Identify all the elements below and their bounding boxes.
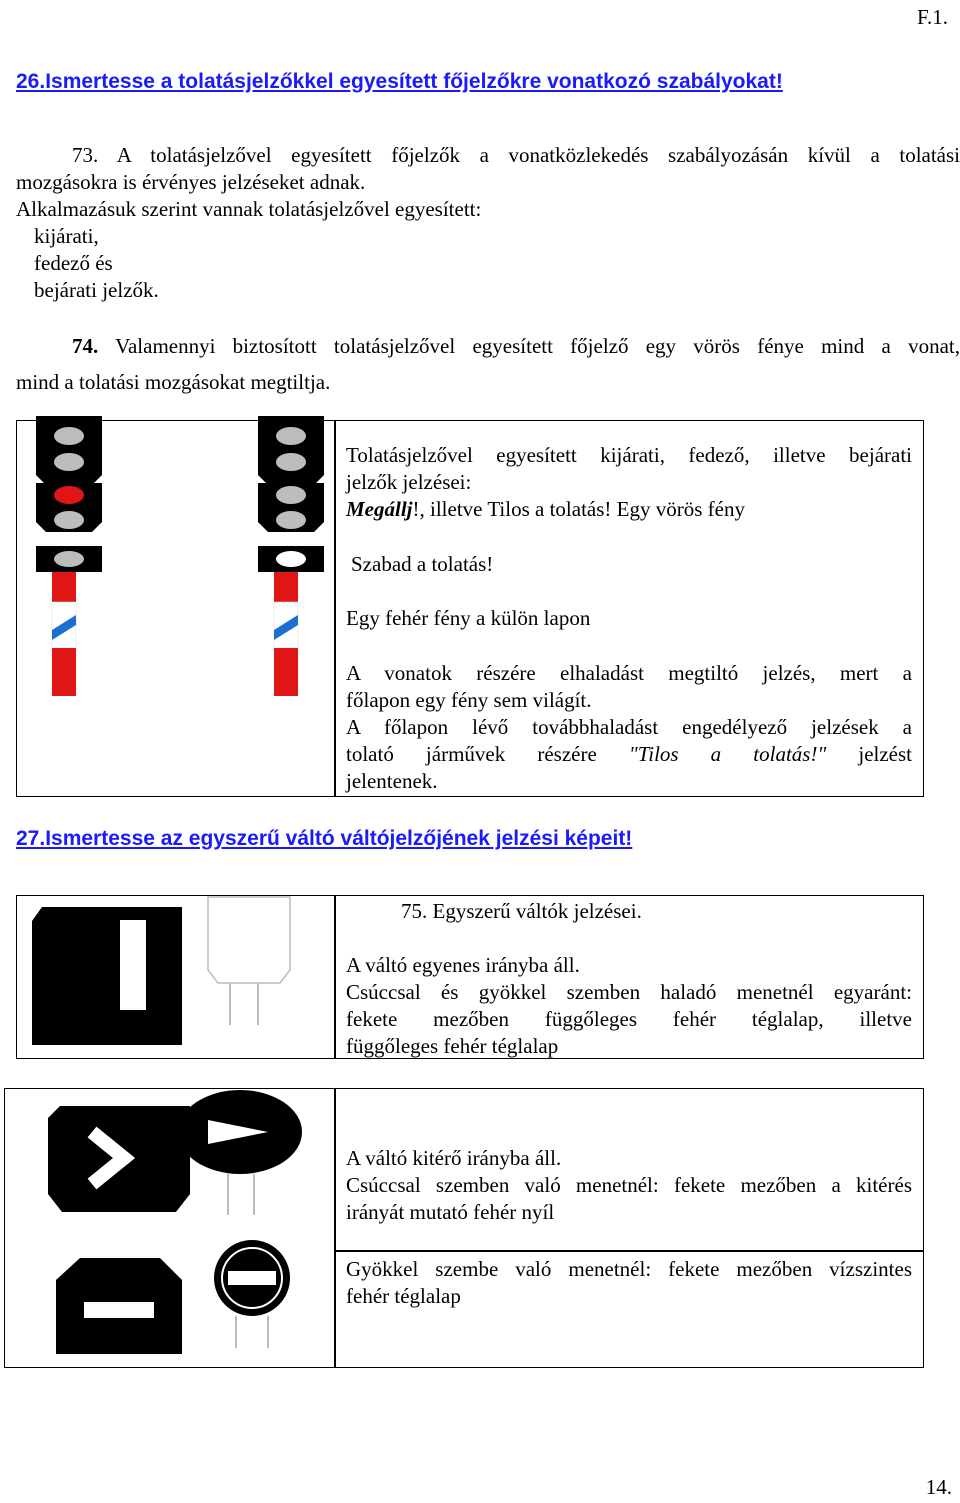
list-item: kijárati, [34, 224, 99, 248]
switch-root-description [346, 1256, 912, 1310]
switch-root-line2: fehér téglalap [346, 1284, 461, 1308]
signal-desc-line9: tolató járművek részére "Tilos a tolatás!" jelzést [346, 742, 913, 766]
black-plate-arrow [48, 1106, 190, 1212]
paragraph-73-line2: mozgásokra is érvényes jelzéseket adnak. [16, 170, 366, 194]
list-item: bejárati jelzők. [34, 278, 159, 302]
signal-desc-line6: A vonatok részére elhaladást megtiltó jelzés, mert a [346, 661, 912, 685]
switch-title: 75. Egyszerű váltók jelzései. [401, 899, 642, 923]
signal-mast [52, 572, 76, 696]
switch-straight-line3: fekete mezőben függőleges fehér téglalap, illetve [346, 1007, 912, 1031]
signal-desc-line4: Szabad a tolatás! [351, 552, 494, 576]
signal-mast [274, 572, 298, 696]
mount-type-list [16, 223, 960, 304]
stop-term: Megállj [346, 497, 413, 521]
table-divider [334, 1088, 336, 1368]
switch-diverging-images [40, 1090, 330, 1360]
signal-shunting-allowed-image [252, 412, 332, 702]
signal-desc-line3: Megállj!, illetve Tilos a tolatás! Egy vörös fény [346, 497, 745, 521]
black-plate-horizontal-bar [56, 1258, 182, 1354]
signal-desc-line7: főlapon egy fény sem világít. [346, 688, 592, 712]
switch-diverging-line1: A váltó kitérő irányba áll. [346, 1146, 562, 1170]
signal-desc-line8: A főlapon lévő továbbhaladást engedélyező jelzések a [346, 715, 912, 739]
switch-straight-line2: Csúccsal és gyökkel szemben haladó menetnél egyaránt: [346, 980, 912, 1004]
switch-diverging-line3: irányát mutató fehér nyíl [346, 1200, 555, 1224]
signal-head-upper [258, 416, 324, 485]
switch-straight-images [28, 895, 328, 1055]
switch-diverging-description [346, 1145, 912, 1226]
shunting-plate [36, 546, 102, 572]
signal-head-lower [258, 483, 324, 532]
signal-desc-line10: jelentenek. [346, 769, 438, 793]
switch-straight-line4: függőleges fehér téglalap [346, 1034, 559, 1058]
paragraph-74-line1: Valamennyi biztosított tolatásjelzővel egyesített főjelző egy vörös fénye mind a vonat, [115, 334, 960, 358]
section-27-heading[interactable]: 27.Ismertesse az egyszerű váltó váltójelzőjének jelzési képeit! [16, 827, 633, 850]
signal-desc-line1: Tolatásjelzővel egyesített kijárati, fedező, illetve bejárati [346, 443, 912, 467]
list-item: fedező és [34, 251, 113, 275]
switch-straight-description [346, 898, 912, 1060]
paragraph-74 [16, 333, 960, 396]
no-entry-round-plate [214, 1240, 290, 1348]
paragraph-73-number: 73. [72, 143, 99, 167]
signal-desc-line2: jelzők jelzései: [346, 470, 472, 494]
black-plate-vertical-bar [32, 907, 182, 1045]
oval-plate-arrow [178, 1090, 302, 1215]
table-divider [334, 895, 336, 1059]
shunting-plate [258, 546, 324, 572]
paragraph-73 [16, 142, 960, 304]
white-plate-vertical-bar [208, 897, 290, 1025]
switch-diverging-line2: Csúccsal szemben való menetnél: fekete mezőben a kitérés [346, 1173, 912, 1197]
switch-straight-line1: A váltó egyenes irányba áll. [346, 953, 580, 977]
table-divider [334, 420, 336, 797]
signal-description [346, 442, 912, 795]
signal-head-lower [36, 483, 102, 532]
signal-head-upper [36, 416, 102, 485]
page-marker: F.1. [917, 5, 948, 29]
paragraph-74-line2: mind a tolatási mozgásokat megtiltja. [16, 370, 331, 394]
paragraph-74-number: 74. [72, 334, 99, 358]
paragraph-73-line3: Alkalmazásuk szerint vannak tolatásjelzővel egyesített: [16, 197, 482, 221]
signal-red-stop-image [30, 412, 110, 702]
signal-desc-line5: Egy fehér fény a külön lapon [346, 606, 591, 630]
paragraph-73-line1: A tolatásjelzővel egyesített főjelzők a vonatközlekedés szabályozásán kívül a tolatási [116, 143, 960, 167]
section-26-heading[interactable]: 26.Ismertesse a tolatásjelzőkkel egyesített főjelzőkre vonatkozó szabályokat! [16, 70, 783, 93]
page-number: 14. [925, 1475, 952, 1499]
switch-root-line1: Gyökkel szembe való menetnél: fekete mezőben vízszintes [346, 1257, 912, 1281]
table-row-divider [334, 1250, 924, 1252]
